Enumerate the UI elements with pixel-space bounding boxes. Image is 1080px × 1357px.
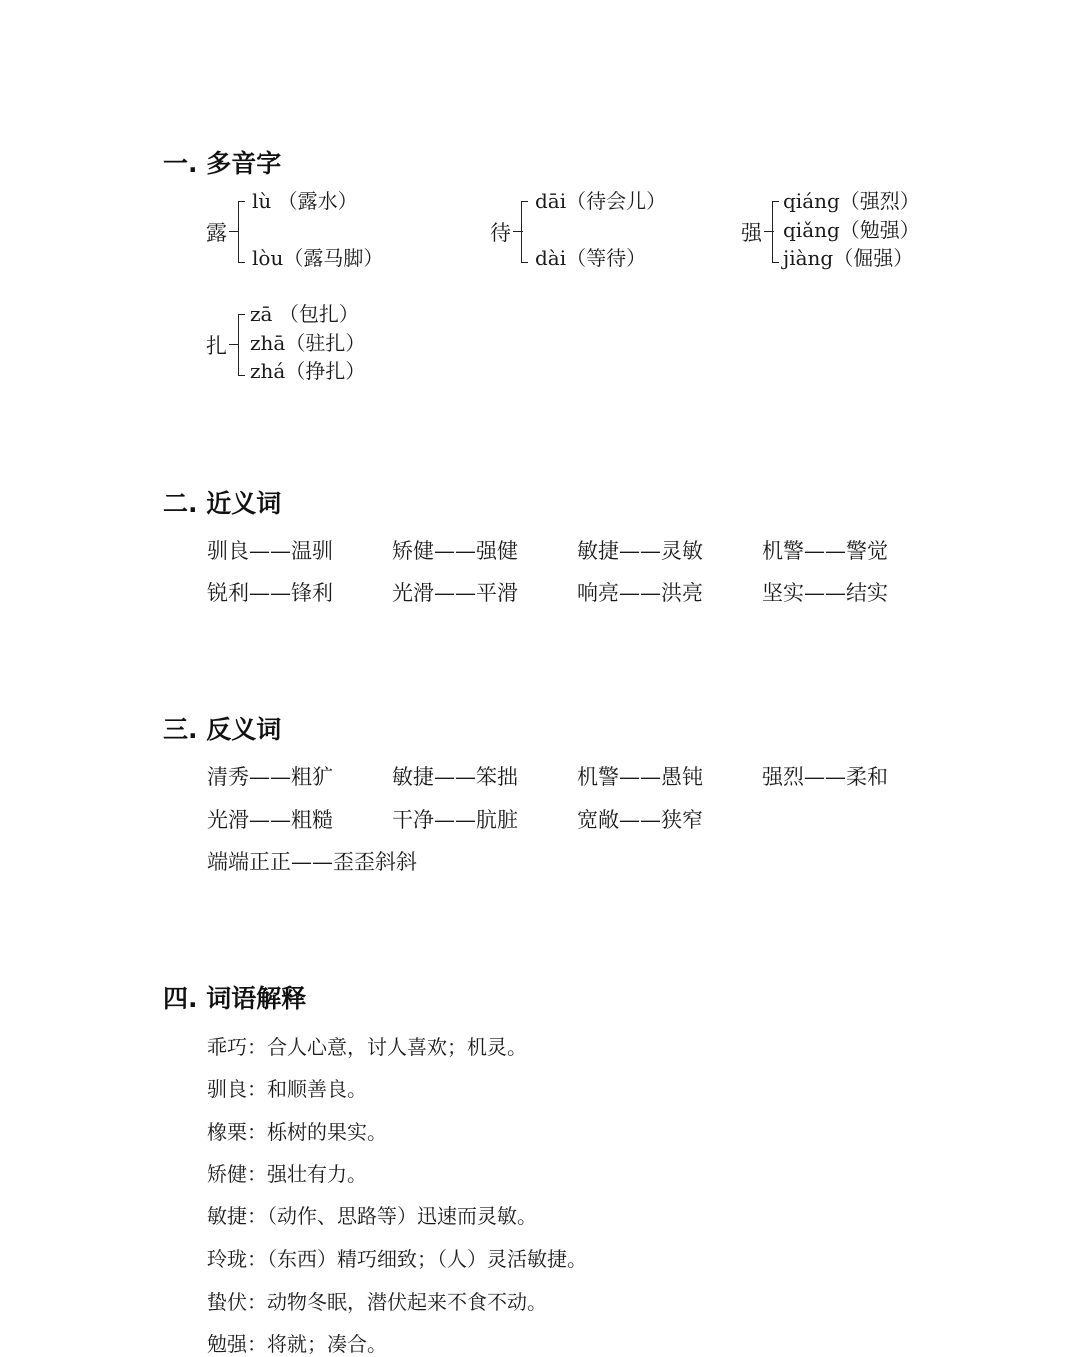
polyphone-char: 露 [206,221,227,245]
reading: dài（等待） [535,246,647,270]
definition-item: 蛰伏：动物冬眠，潜伏起来不食不动。 [207,1290,547,1314]
synonym-pair: 矫健——强健 [392,539,518,563]
antonym-pair: 机警——愚钝 [577,765,703,789]
section-title-synonyms: 二. 近义词 [163,489,282,518]
antonym-pair: 宽敞——狭窄 [577,808,703,832]
reading: dāi（待会儿） [535,189,667,213]
antonym-pair: 光滑——粗糙 [207,808,333,832]
section-title-definitions: 四. 词语解释 [163,984,307,1013]
synonym-pair: 机警——警觉 [762,539,888,563]
antonym-pair: 干净——肮脏 [392,808,518,832]
section-title-antonyms: 三. 反义词 [163,715,282,744]
reading: zhá（挣扎） [250,359,366,383]
reading: qiǎng（勉强） [783,218,920,242]
section-title-polyphones: 一. 多音字 [163,149,282,178]
brace-bracket [772,201,779,263]
definition-item: 橡栗：栎树的果实。 [207,1120,387,1144]
definition-item: 矫健：强壮有力。 [207,1162,367,1186]
reading: lù （露水） [252,189,358,213]
brace-bracket [238,314,245,376]
reading: jiàng（倔强） [783,246,914,270]
synonym-pair: 锐利——锋利 [207,581,333,605]
reading: zā （包扎） [250,302,359,326]
antonym-pair: 敏捷——笨拙 [392,765,518,789]
definition-item: 驯良：和顺善良。 [207,1077,367,1101]
definition-item: 敏捷：（动作、思路等）迅速而灵敏。 [207,1204,537,1228]
antonym-pair: 清秀——粗犷 [207,765,333,789]
brace-bracket [238,201,245,263]
synonym-pair: 敏捷——灵敏 [577,539,703,563]
reading: qiáng（强烈） [783,189,920,213]
polyphone-char: 待 [490,221,511,245]
polyphone-char: 扎 [206,334,227,358]
synonym-pair: 光滑——平滑 [392,581,518,605]
brace-bracket [521,201,528,263]
antonym-pair: 强烈——柔和 [762,765,888,789]
synonym-pair: 驯良——温驯 [207,539,333,563]
definition-item: 玲珑：（东西）精巧细致；（人）灵活敏捷。 [207,1247,587,1271]
definition-item: 乖巧：合人心意，讨人喜欢；机灵。 [207,1035,527,1059]
reading: zhā（驻扎） [250,331,366,355]
reading: lòu（露马脚） [252,246,384,270]
synonym-pair: 响亮——洪亮 [577,581,703,605]
definition-item: 勉强：将就；凑合。 [207,1332,387,1356]
synonym-pair: 坚实——结实 [762,581,888,605]
polyphone-char: 强 [741,221,762,245]
antonym-pair: 端端正正——歪歪斜斜 [207,850,417,874]
